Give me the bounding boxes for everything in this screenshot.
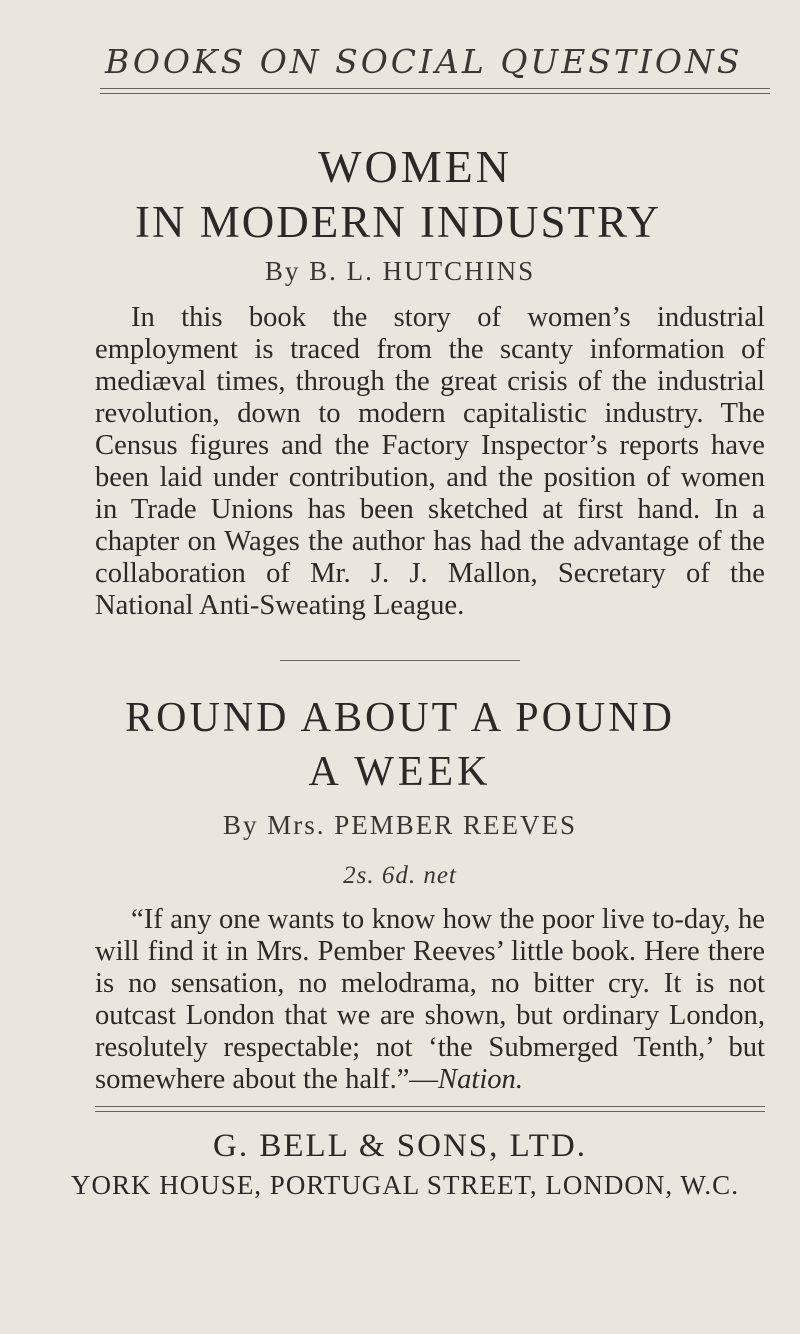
- book1-title-line1: WOMEN: [318, 141, 512, 192]
- book2-price: 2s. 6d. net: [343, 862, 457, 889]
- section-divider: [280, 660, 520, 661]
- book1-description: In this book the story of women’s industrial employment is traced from the scanty information of mediæval times, through the great crisis of the industrial revolution, down to modern capitalistic industry. The Census figures and the Factory Inspector’s reports have been laid under contribution, and the position of women in Trade Unions has been sketched at first hand. In a chapter on Wages the author has had the advantage of the collaboration of Mr. J. J. Mallon, Secretary of the National Anti-Sweating League.: [95, 302, 765, 621]
- book2-title-line2: A WEEK: [308, 749, 492, 795]
- series-title: BOOKS ON SOCIAL QUESTIONS: [105, 42, 743, 81]
- quote-text: “If any one wants to know how the poor live to-day, he will find it in Mrs. Pember Reeves’ little book. Here there is no sensation, no melodrama, no bitter cry. It is not outcast London that we are shown, but ordinary London, resolutely respectable; not ‘the Submerged Tenth,’ but somewhere about the half.”—: [95, 904, 765, 1095]
- book1-title-line2: IN MODERN INDUSTRY: [134, 197, 661, 247]
- book2-title-line1: ROUND ABOUT A POUND: [125, 695, 675, 741]
- book2-review-quote: [95, 904, 765, 1096]
- book1-author: By B. L. HUTCHINS: [264, 256, 536, 286]
- series-title-rule: [100, 88, 770, 94]
- quote-source: Nation.: [438, 1064, 523, 1095]
- publisher-rule: [95, 1106, 765, 1112]
- book2-author: By Mrs. PEMBER REEVES: [222, 810, 578, 840]
- publisher-address: YORK HOUSE, PORTUGAL STREET, LONDON, W.C.: [71, 1170, 739, 1200]
- publisher-name: G. BELL & SONS, LTD.: [213, 1128, 587, 1164]
